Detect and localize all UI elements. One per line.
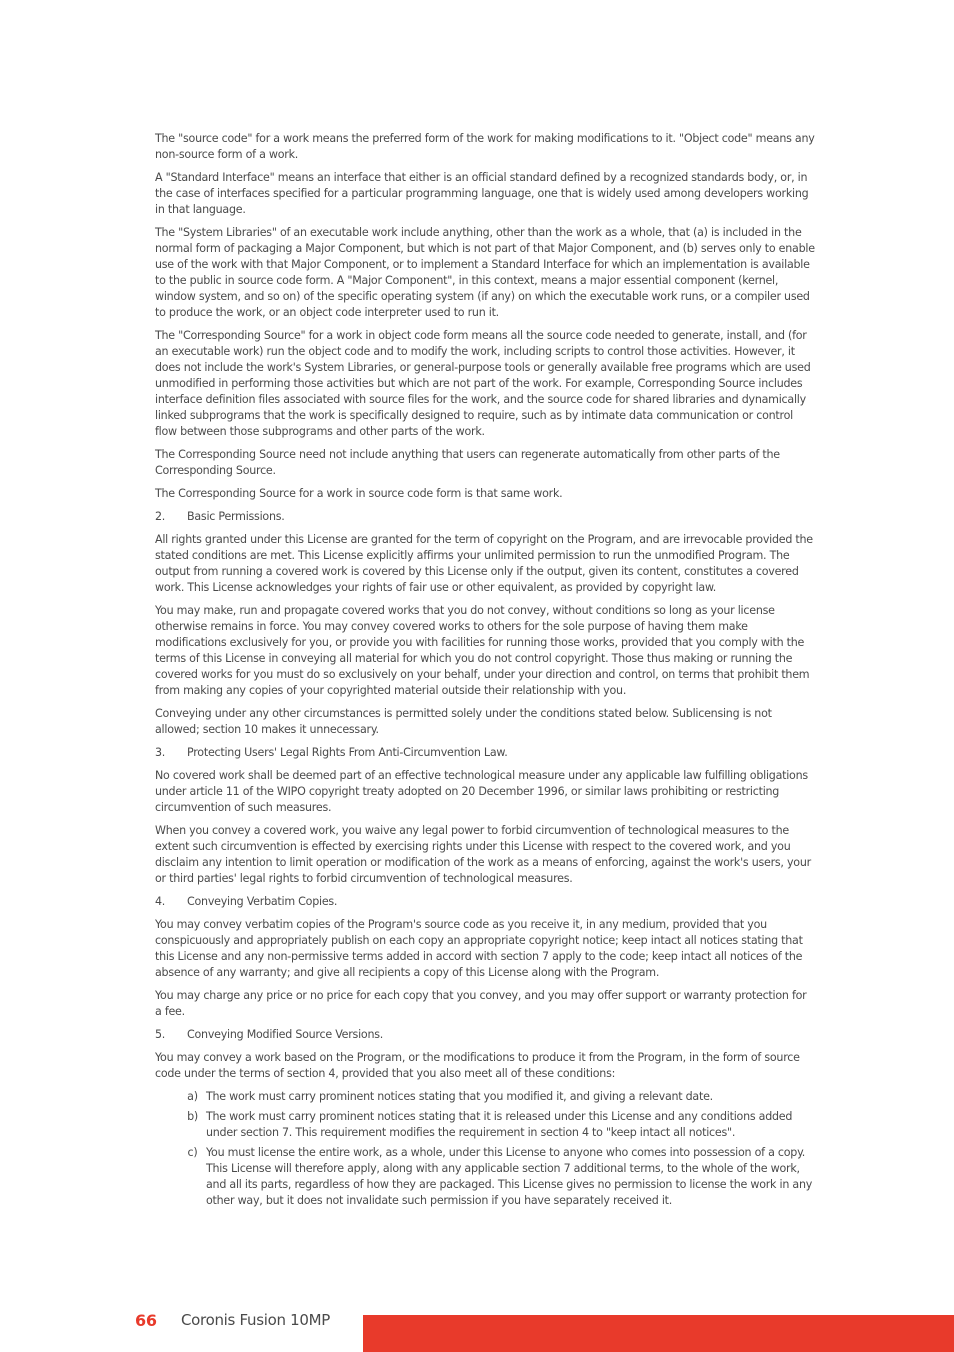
page-number: 66 bbox=[135, 1311, 157, 1330]
document-body bbox=[155, 131, 816, 1213]
paragraph: The "System Libraries" of an executable work include anything, other than the work as a whole, that (a) is included in the normal form of packaging a Major Component, but which is not part of that Major Component, and (b) serves only to enable use of the work with that Major Component, or to implement a Standard Interface for which an implementation is available to the public in source code form. A "Major Component", in this context, means a major essential component (kernel, window system, and so on) of the specific operating system (if any) on which the executable work runs, or a compiler used to produce the work, or an object code interpreter used to run it. bbox=[155, 226, 815, 319]
list-item-label: c) bbox=[187, 1146, 198, 1159]
section-number: 2. bbox=[155, 510, 166, 523]
paragraph: You may make, run and propagate covered works that you do not convey, without conditions so long as your license otherwise remains in force. You may convey covered works to others for the sole purpose of having them make modifications exclusively for you, or provide you with facilities for running those works, provided that you comply with the terms of this License in conveying all material for which you do not control copyright. Those thus making or running the covered works for you must do so exclusively on your behalf, under your direction and control, on terms that prohibit them from making any copies of your copyrighted material outside their relationship with you. bbox=[155, 604, 810, 697]
paragraph: The "Corresponding Source" for a work in object code form means all the source code needed to generate, install, and (for an executable work) run the object code and to modify the work, including scripts to control those activities. However, it does not include the work's System Libraries, or general-purpose tools or generally available free programs which are used unmodified in performing those activities but which are not part of the work. For example, Corresponding Source includes interface definition files associated with source files for the work, and the source code for shared libraries and dynamically linked subprograms that the work is specifically designed to require, such as by intimate data communication or control flow between those subprograms and other parts of the work. bbox=[155, 329, 811, 438]
section-title: Conveying Modified Source Versions. bbox=[187, 1028, 384, 1041]
section-number: 5. bbox=[155, 1028, 166, 1041]
paragraph: When you convey a covered work, you waive any legal power to forbid circumvention of technological measures to the extent such circumvention is effected by exercising rights under this License with respect to the covered work, and you disclaim any intention to limit operation or modification of the work as a means of enforcing, against the work's users, your or third parties' legal rights to forbid circumvention of technological measures. bbox=[155, 824, 811, 885]
paragraph: You may convey verbatim copies of the Program's source code as you receive it, in any medium, provided that you conspicuously and appropriately publish on each copy an appropriate copyright notice; keep intact all notices stating that this License and any non-permissive terms added in accord with section 7 apply to the code; keep intact all notices of the absence of any warranty; and give all recipients a copy of this License along with the Program. bbox=[155, 918, 803, 979]
list-item-label: b) bbox=[187, 1110, 198, 1123]
section-number: 4. bbox=[155, 895, 166, 908]
list-item-label: a) bbox=[187, 1090, 198, 1103]
paragraph: The Corresponding Source need not include anything that users can regenerate automatically from other parts of the Corresponding Source. bbox=[155, 448, 780, 477]
section-heading-2 bbox=[155, 509, 816, 525]
list-item bbox=[179, 1109, 816, 1141]
paragraph: You may charge any price or no price for each copy that you convey, and you may offer support or warranty protection for a fee. bbox=[155, 989, 807, 1018]
section-number: 3. bbox=[155, 746, 166, 759]
list-item-text: You must license the entire work, as a whole, under this License to anyone who comes into possession of a copy. This License will therefore apply, along with any applicable section 7 additional terms, to the whole of the work, and all its parts, regardless of how they are packaged. This License gives no permission to license the work in any other way, but it does not invalidate such permission if you have separately received it. bbox=[206, 1146, 813, 1207]
list-item-text: The work must carry prominent notices stating that you modified it, and giving a relevant date. bbox=[206, 1090, 713, 1103]
section-heading-5 bbox=[155, 1027, 816, 1043]
section-title: Conveying Verbatim Copies. bbox=[187, 895, 338, 908]
section-heading-4 bbox=[155, 894, 816, 910]
paragraph: You may convey a work based on the Program, or the modifications to produce it from the Program, in the form of source code under the terms of section 4, provided that you also meet all of these conditions: bbox=[155, 1051, 800, 1080]
footer-accent-bar bbox=[363, 1315, 954, 1352]
list-item bbox=[179, 1145, 816, 1209]
paragraph: All rights granted under this License are granted for the term of copyright on the Program, and are irrevocable provided the stated conditions are met. This License explicitly affirms your unlimited permission to run the unmodified Program. The output from running a covered work is covered by this License only if the output, given its content, constitutes a covered work. This License acknowledges your rights of fair use or other equivalent, as provided by copyright law. bbox=[155, 533, 813, 594]
list-item-text: The work must carry prominent notices stating that it is released under this License and any conditions added under section 7. This requirement modifies the requirement in section 4 to "keep intact all notices". bbox=[206, 1110, 793, 1139]
list-item bbox=[179, 1089, 816, 1105]
paragraph: The "source code" for a work means the preferred form of the work for making modifications to it. "Object code" means any non-source form of a work. bbox=[155, 132, 815, 161]
paragraph: No covered work shall be deemed part of an effective technological measure under any applicable law fulfilling obligations under article 11 of the WIPO copyright treaty adopted on 20 December 1996, or similar laws prohibiting or restricting circumvention of such measures. bbox=[155, 769, 808, 814]
paragraph: The Corresponding Source for a work in source code form is that same work. bbox=[155, 487, 563, 500]
section-title: Basic Permissions. bbox=[187, 510, 285, 523]
section-title: Protecting Users' Legal Rights From Anti-Circumvention Law. bbox=[187, 746, 508, 759]
paragraph: A "Standard Interface" means an interface that either is an official standard defined by a recognized standards body, or, in the case of interfaces specified for a particular programming language, one that is widely used among developers working in that language. bbox=[155, 171, 809, 216]
section-heading-3 bbox=[155, 745, 816, 761]
paragraph: Conveying under any other circumstances is permitted solely under the conditions stated below. Sublicensing is not allowed; section 10 makes it unnecessary. bbox=[155, 707, 772, 736]
footer-title: Coronis Fusion 10MP bbox=[181, 1311, 331, 1329]
